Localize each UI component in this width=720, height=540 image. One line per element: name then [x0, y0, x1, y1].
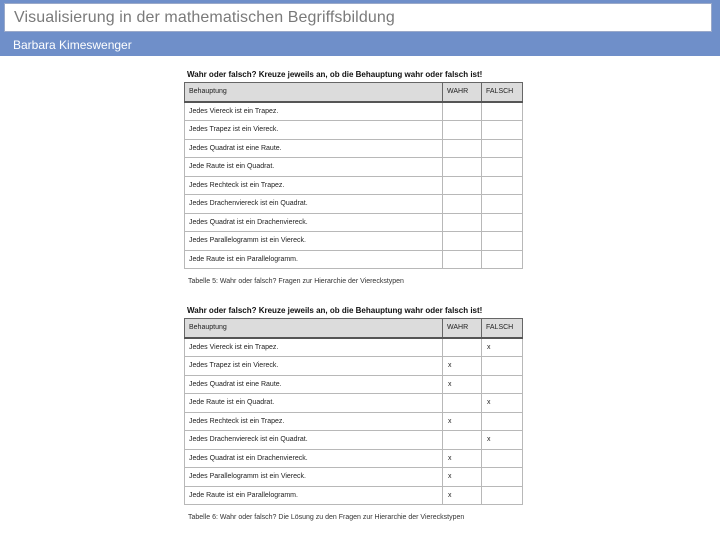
- falsch-cell: [482, 468, 523, 487]
- statement-cell: Jedes Parallelogramm ist ein Viereck.: [185, 468, 443, 487]
- table-row: [185, 431, 523, 450]
- falsch-cell: [482, 250, 523, 269]
- wahr-cell: [443, 176, 482, 195]
- statement-cell: Jedes Viereck ist ein Trapez.: [185, 102, 443, 121]
- table-row: [185, 102, 523, 121]
- falsch-cell: [482, 158, 523, 177]
- wahr-cell: [443, 394, 482, 413]
- author-bar: [0, 34, 720, 56]
- column-header-wahr: WAHR: [443, 83, 482, 102]
- statement-cell: Jedes Viereck ist ein Trapez.: [185, 338, 443, 357]
- table-row: [185, 357, 523, 376]
- statement-cell: Jedes Rechteck ist ein Trapez.: [185, 412, 443, 431]
- statement-cell: Jedes Trapez ist ein Viereck.: [185, 121, 443, 140]
- table-row: [185, 195, 523, 214]
- statement-cell: Jede Raute ist ein Quadrat.: [185, 158, 443, 177]
- table-row: [185, 486, 523, 505]
- column-header-behauptung: Behauptung: [185, 83, 443, 102]
- statement-cell: Jede Raute ist ein Parallelogramm.: [185, 486, 443, 505]
- wahr-cell: x: [443, 449, 482, 468]
- title-box: [4, 3, 712, 32]
- table-header-row: [185, 319, 523, 338]
- statement-table: [184, 82, 523, 269]
- wahr-cell: [443, 195, 482, 214]
- column-header-behauptung: Behauptung: [185, 319, 443, 338]
- instruction-text: Wahr oder falsch? Kreuze jeweils an, ob die Behauptung wahr oder falsch ist!: [187, 306, 483, 315]
- statement-cell: Jedes Quadrat ist ein Drachenviereck.: [185, 449, 443, 468]
- statement-cell: Jede Raute ist ein Parallelogramm.: [185, 250, 443, 269]
- falsch-cell: x: [482, 394, 523, 413]
- falsch-cell: [482, 213, 523, 232]
- table-row: [185, 176, 523, 195]
- table-block-6: [184, 306, 522, 521]
- wahr-cell: [443, 213, 482, 232]
- table-caption: Tabelle 6: Wahr oder falsch? Die Lösung zu den Fragen zur Hierarchie der Viereckstypen: [188, 514, 465, 521]
- statement-cell: Jedes Quadrat ist ein Drachenviereck.: [185, 213, 443, 232]
- table-row: [185, 121, 523, 140]
- statement-cell: Jedes Rechteck ist ein Trapez.: [185, 176, 443, 195]
- wahr-cell: x: [443, 357, 482, 376]
- falsch-cell: [482, 486, 523, 505]
- table-row: [185, 250, 523, 269]
- wahr-cell: x: [443, 486, 482, 505]
- title-bar: [0, 0, 720, 34]
- wahr-cell: x: [443, 375, 482, 394]
- falsch-cell: [482, 121, 523, 140]
- statement-cell: Jedes Drachenviereck ist ein Quadrat.: [185, 431, 443, 450]
- instruction-text: Wahr oder falsch? Kreuze jeweils an, ob die Behauptung wahr oder falsch ist!: [187, 70, 483, 79]
- statement-cell: Jede Raute ist ein Quadrat.: [185, 394, 443, 413]
- falsch-cell: [482, 357, 523, 376]
- wahr-cell: [443, 121, 482, 140]
- wahr-cell: x: [443, 412, 482, 431]
- falsch-cell: [482, 139, 523, 158]
- falsch-cell: [482, 412, 523, 431]
- falsch-cell: [482, 195, 523, 214]
- statement-cell: Jedes Quadrat ist eine Raute.: [185, 375, 443, 394]
- falsch-cell: [482, 449, 523, 468]
- statement-cell: Jedes Parallelogramm ist ein Viereck.: [185, 232, 443, 251]
- table-row: [185, 468, 523, 487]
- column-header-falsch: FALSCH: [482, 83, 523, 102]
- column-header-wahr: WAHR: [443, 319, 482, 338]
- falsch-cell: x: [482, 431, 523, 450]
- table-block-5: [184, 70, 522, 285]
- table-row: [185, 375, 523, 394]
- table-row: [185, 338, 523, 357]
- wahr-cell: [443, 232, 482, 251]
- wahr-cell: [443, 102, 482, 121]
- table-caption: Tabelle 5: Wahr oder falsch? Fragen zur Hierarchie der Viereckstypen: [188, 278, 404, 285]
- table-header-row: [185, 83, 523, 102]
- table-row: [185, 158, 523, 177]
- falsch-cell: [482, 176, 523, 195]
- wahr-cell: x: [443, 468, 482, 487]
- column-header-falsch: FALSCH: [482, 319, 523, 338]
- statement-table: [184, 318, 523, 505]
- falsch-cell: [482, 232, 523, 251]
- wahr-cell: [443, 250, 482, 269]
- wahr-cell: [443, 338, 482, 357]
- table-row: [185, 394, 523, 413]
- statement-cell: Jedes Drachenviereck ist ein Quadrat.: [185, 195, 443, 214]
- table-row: [185, 213, 523, 232]
- falsch-cell: x: [482, 338, 523, 357]
- falsch-cell: [482, 102, 523, 121]
- wahr-cell: [443, 431, 482, 450]
- author-name: Barbara Kimeswenger: [13, 38, 132, 52]
- table-row: [185, 449, 523, 468]
- wahr-cell: [443, 158, 482, 177]
- table-row: [185, 412, 523, 431]
- statement-cell: Jedes Quadrat ist eine Raute.: [185, 139, 443, 158]
- falsch-cell: [482, 375, 523, 394]
- statement-cell: Jedes Trapez ist ein Viereck.: [185, 357, 443, 376]
- slide-title: Visualisierung in der mathematischen Begriffsbildung: [14, 9, 395, 26]
- table-row: [185, 232, 523, 251]
- wahr-cell: [443, 139, 482, 158]
- table-row: [185, 139, 523, 158]
